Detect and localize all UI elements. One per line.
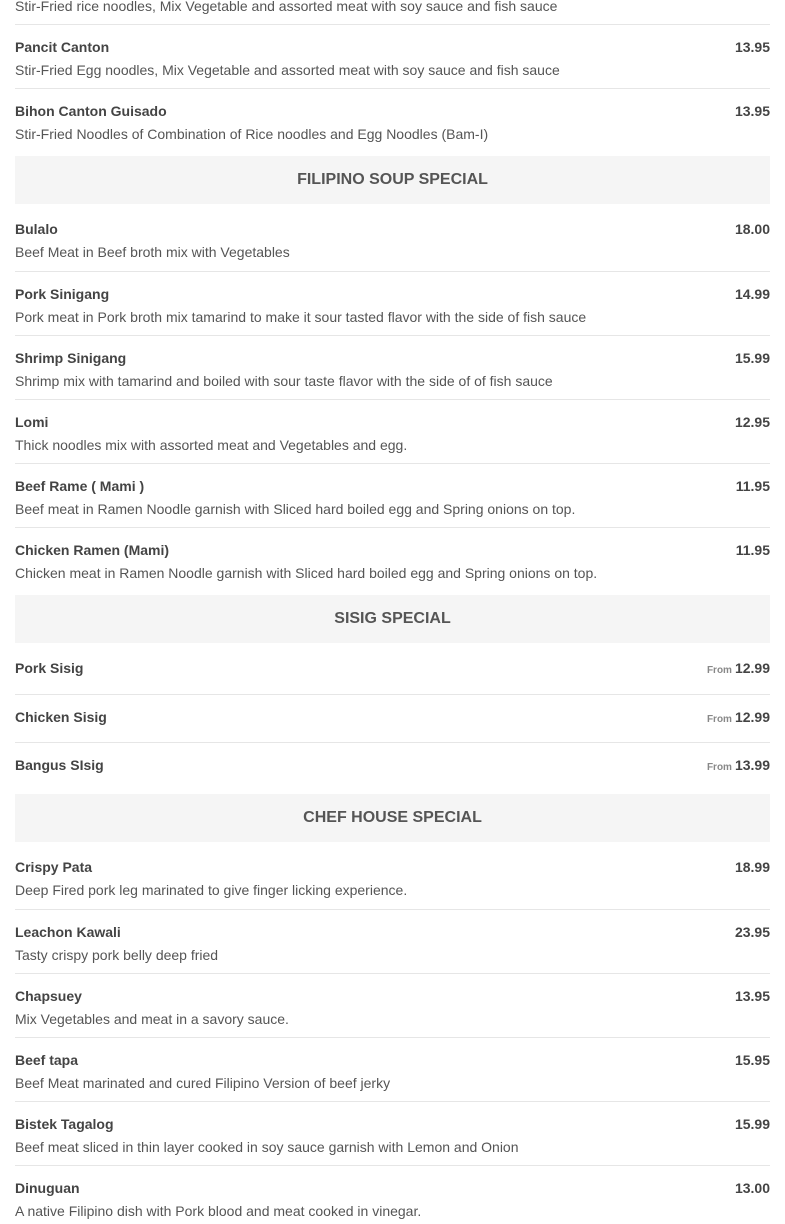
item-price [707, 660, 770, 679]
menu-item[interactable] [15, 336, 770, 400]
item-price: 15.95 [734, 1052, 770, 1068]
section-header-soup: FILIPINO SOUP SPECIAL [15, 156, 770, 204]
item-description: Chicken meat in Ramen Noodle garnish with Sliced hard boiled egg and Spring onions on top. [15, 565, 598, 581]
menu-item[interactable] [15, 528, 770, 595]
price-value: 13.99 [734, 757, 770, 773]
menu-item[interactable] [15, 464, 770, 528]
item-description: Beef Meat marinated and cured Filipino Version of beef jerky [15, 1075, 391, 1091]
item-name: Crispy Pata [15, 859, 93, 875]
item-name: Beef tapa [15, 1052, 79, 1068]
item-price: 23.95 [734, 924, 770, 940]
item-price: 11.95 [735, 478, 770, 494]
section-header-chef: CHEF HOUSE SPECIAL [15, 794, 770, 842]
menu-item[interactable] [15, 1038, 770, 1102]
item-name: Beef Rame ( Mami ) [15, 478, 145, 494]
item-description: Beef meat sliced in thin layer cooked in soy sauce garnish with Lemon and Onion [15, 1139, 519, 1155]
menu-item[interactable] [15, 1166, 770, 1224]
item-price: 13.95 [734, 988, 770, 1004]
price-value: 12.99 [734, 660, 770, 676]
item-description: Stir-Fried rice noodles, Mix Vegetable and assorted meat with soy sauce and fish sauce [15, 0, 558, 14]
price-value: 12.99 [734, 709, 770, 725]
item-description: Tasty crispy pork belly deep fried [15, 947, 219, 963]
item-name: Bangus SIsig [15, 757, 104, 773]
item-price: 14.99 [734, 286, 770, 302]
item-description: Shrimp mix with tamarind and boiled with sour taste flavor with the side of of fish sauce [15, 373, 553, 389]
item-description: Beef Meat in Beef broth mix with Vegetables [15, 244, 290, 260]
menu-item[interactable] [15, 89, 770, 156]
menu-item[interactable] [15, 842, 770, 910]
section-header-sisig: SISIG SPECIAL [15, 595, 770, 643]
menu-item[interactable] [15, 695, 770, 743]
item-name: Bistek Tagalog [15, 1116, 114, 1132]
item-name: Pork Sinigang [15, 286, 110, 302]
menu-item[interactable] [15, 0, 770, 25]
item-name: Pancit Canton [15, 39, 110, 55]
item-name: Chapsuey [15, 988, 82, 1004]
item-price: 18.00 [734, 221, 770, 237]
item-price: 18.99 [734, 859, 770, 875]
from-label: From [706, 665, 732, 676]
item-price: 15.99 [734, 1116, 770, 1132]
item-name: Lomi [15, 414, 49, 430]
menu-item[interactable] [15, 204, 770, 272]
menu-item[interactable] [15, 643, 770, 695]
item-name: Bulalo [15, 221, 58, 237]
from-label: From [706, 714, 732, 725]
item-description: Pork meat in Pork broth mix tamarind to make it sour tasted flavor with the side of fish sauce [15, 309, 587, 325]
menu-item[interactable] [15, 400, 770, 464]
item-name: Pork Sisig [15, 660, 84, 676]
item-price: 13.00 [734, 1180, 770, 1196]
item-name: Leachon Kawali [15, 924, 121, 940]
item-description: Deep Fired pork leg marinated to give finger licking experience. [15, 882, 408, 898]
menu-item[interactable] [15, 910, 770, 974]
item-price: 11.95 [735, 542, 770, 558]
item-name: Shrimp Sinigang [15, 350, 127, 366]
menu-item[interactable] [15, 974, 770, 1038]
menu-item[interactable] [15, 272, 770, 336]
menu-list [15, 0, 770, 1224]
item-price [707, 757, 770, 776]
item-price: 13.95 [734, 103, 770, 119]
item-description: Beef meat in Ramen Noodle garnish with Sliced hard boiled egg and Spring onions on top. [15, 501, 576, 517]
item-name: Dinuguan [15, 1180, 80, 1196]
item-description: Mix Vegetables and meat in a savory sauce. [15, 1011, 289, 1027]
item-name: Bihon Canton Guisado [15, 103, 167, 119]
item-price: 15.99 [734, 350, 770, 366]
menu-item[interactable] [15, 743, 770, 794]
from-label: From [706, 762, 732, 773]
item-price [707, 709, 770, 728]
menu-item[interactable] [15, 1102, 770, 1166]
item-name: Chicken Ramen (Mami) [15, 542, 170, 558]
item-price: 13.95 [734, 39, 770, 55]
item-description: Stir-Fried Noodles of Combination of Rice noodles and Egg Noodles (Bam-I) [15, 126, 489, 142]
item-name: Chicken Sisig [15, 709, 107, 725]
item-price: 12.95 [734, 414, 770, 430]
item-description: Thick noodles mix with assorted meat and Vegetables and egg. [15, 437, 408, 453]
item-description: A native Filipino dish with Pork blood and meat cooked in vinegar. [15, 1203, 422, 1219]
item-description: Stir-Fried Egg noodles, Mix Vegetable and assorted meat with soy sauce and fish sauce [15, 62, 560, 78]
menu-item[interactable] [15, 25, 770, 89]
